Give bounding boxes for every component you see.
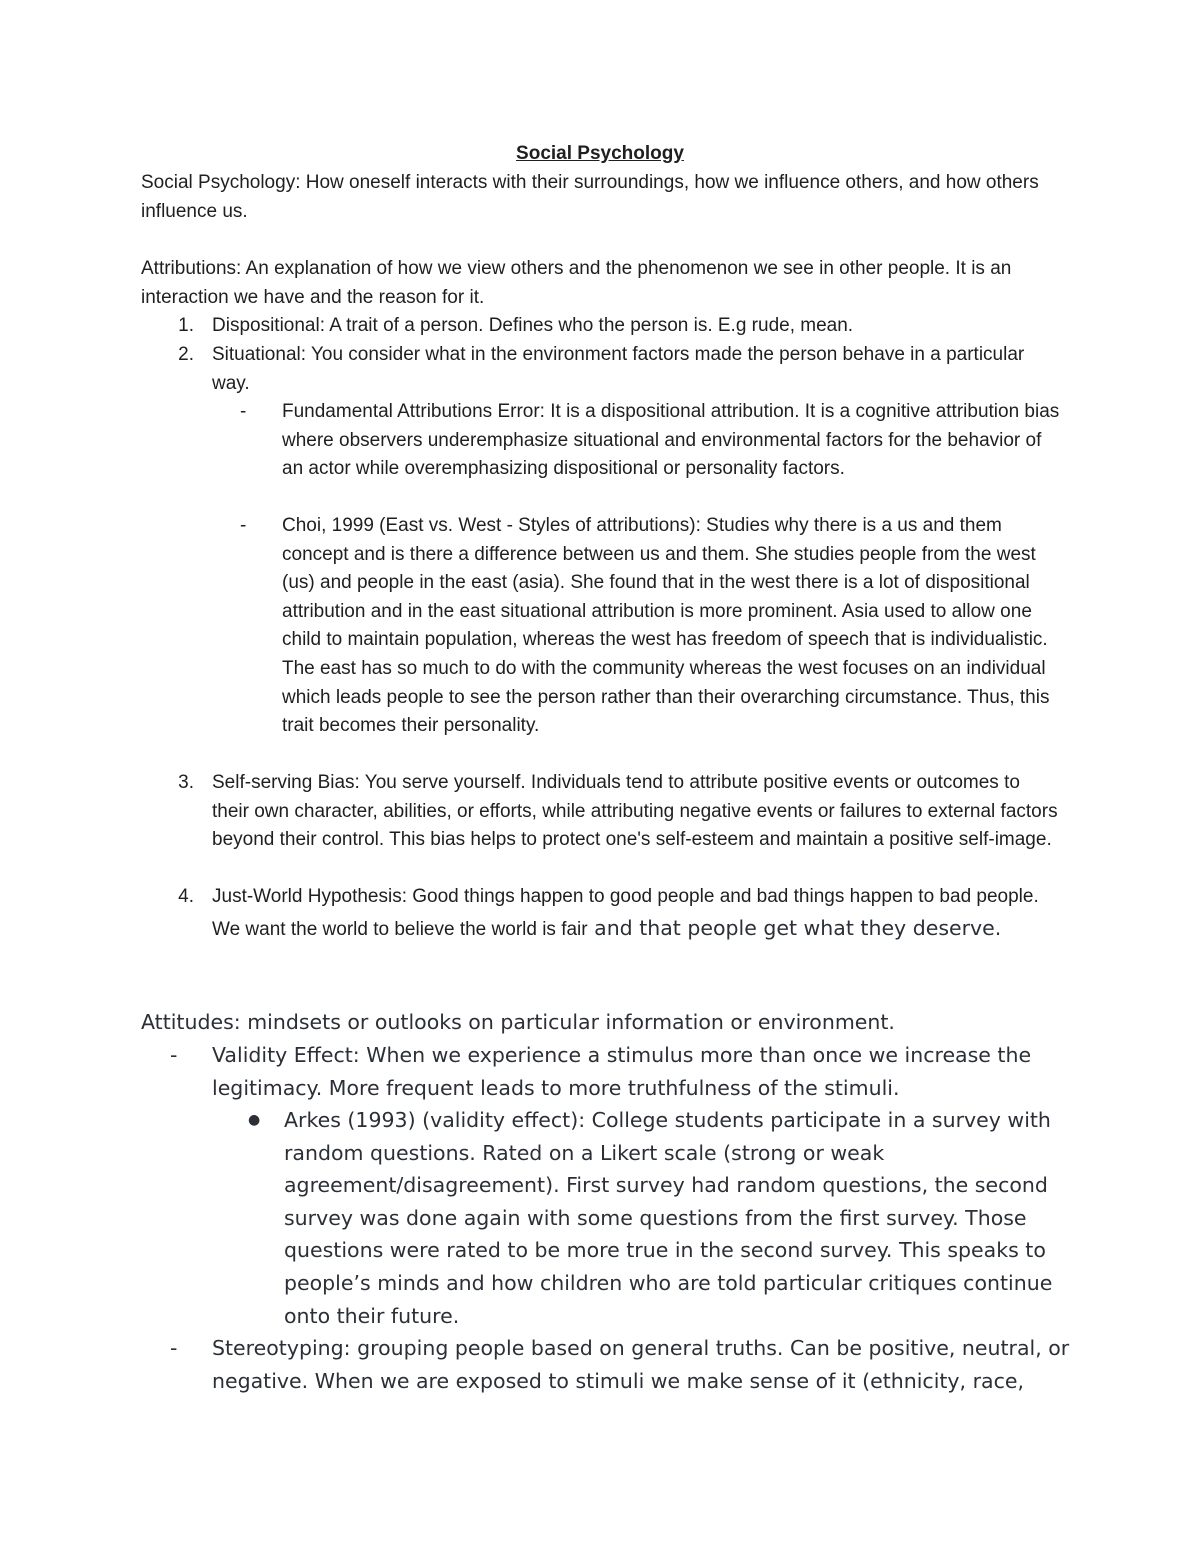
list-marker: 4. (178, 886, 194, 907)
list-item (160, 341, 1060, 398)
list-marker: 1. (178, 315, 194, 336)
list-marker: - (170, 1336, 178, 1360)
list-marker: - (240, 401, 247, 422)
list-item-text: Choi, 1999 (East vs. West - Styles of attributions): Studies why there is a us and them concept and is there a difference between us and them. She studies people from the west (us) and people in the east (asia). She found that in the west there is a lot of dispositional attribution and in the east situational attribution is more prominent. Asia used to allow one child to maintain population, whereas the west has freedom of speech that is individualistic. The east has so much to do with the community whereas the west focuses on an individual which leads people to see the person rather than their overarching circumstance. Thus, this trait becomes their personality. (282, 515, 1050, 737)
page-title: Social Psychology (516, 143, 684, 164)
list-item (170, 1332, 1070, 1397)
list-item (160, 883, 1060, 944)
list-item-text: Dispositional: A trait of a person. Defines who the person is. E.g rude, mean. (212, 315, 854, 336)
list-item-text: Fundamental Attributions Error: It is a dispositional attribution. It is a cognitive attribution bias where observers underemphasize situational and environmental factors for the behavior of an actor while overemphasizing dispositional or personality factors. (282, 401, 1060, 480)
list-marker: - (240, 515, 247, 536)
sub-list-item (240, 398, 1060, 484)
list-marker: 2. (178, 344, 194, 365)
list-item (160, 769, 1060, 855)
list-item-text-tail: and that people get what they deserve. (587, 915, 1002, 940)
list-item-text: Situational: You consider what in the environment factors made the person behave in a particular way. (212, 344, 1025, 394)
list-item-text (212, 883, 1060, 944)
bullet-icon: ● (248, 1112, 261, 1128)
list-item-text: Stereotyping: grouping people based on general truths. Can be positive, neutral, or negative. When we are exposed to stimuli we make sense of it (ethnicity, race, (212, 1336, 1070, 1393)
list-item-text: Arkes (1993) (validity effect): College students participate in a survey with random questions. Rated on a Likert scale (strong or weak agreement/disagreement). First survey had random questions, the second survey was done again with some questions from the first survey. Those questions were rated to be more true in the second survey. This speaks to people’s minds and how children who are told particular critiques continue onto their future. (284, 1108, 1053, 1328)
intro-paragraph: Social Psychology: How oneself interacts with their surroundings, how we influence others, and how others influence us. (141, 172, 1039, 222)
attitudes-intro: Attitudes: mindsets or outlooks on particular information or environment. (141, 1010, 895, 1034)
list-marker: - (170, 1043, 178, 1067)
list-item-text: Self-serving Bias: You serve yourself. Individuals tend to attribute positive events or outcomes to their own character, abilities, or efforts, while attributing negative events or failures to external factors beyond their control. This bias helps to protect one's self-esteem and maintain a positive self-image. (212, 772, 1058, 851)
list-item (160, 312, 1060, 341)
list-marker: 3. (178, 772, 194, 793)
attributions-intro: Attributions: An explanation of how we view others and the phenomenon we see in other people. It is an interaction we have and the reason for it. (141, 258, 1012, 308)
sub-list-item (248, 1104, 1068, 1332)
list-item (170, 1039, 1070, 1104)
sub-list-item (240, 512, 1062, 741)
list-item-text: Validity Effect: When we experience a stimulus more than once we increase the legitimacy. More frequent leads to more truthfulness of the stimuli. (212, 1043, 1032, 1100)
list-item-text-main: Just-World Hypothesis: Good things happen to good people and bad things happen to bad people. We want the world to believe the world is fair (212, 886, 1039, 940)
